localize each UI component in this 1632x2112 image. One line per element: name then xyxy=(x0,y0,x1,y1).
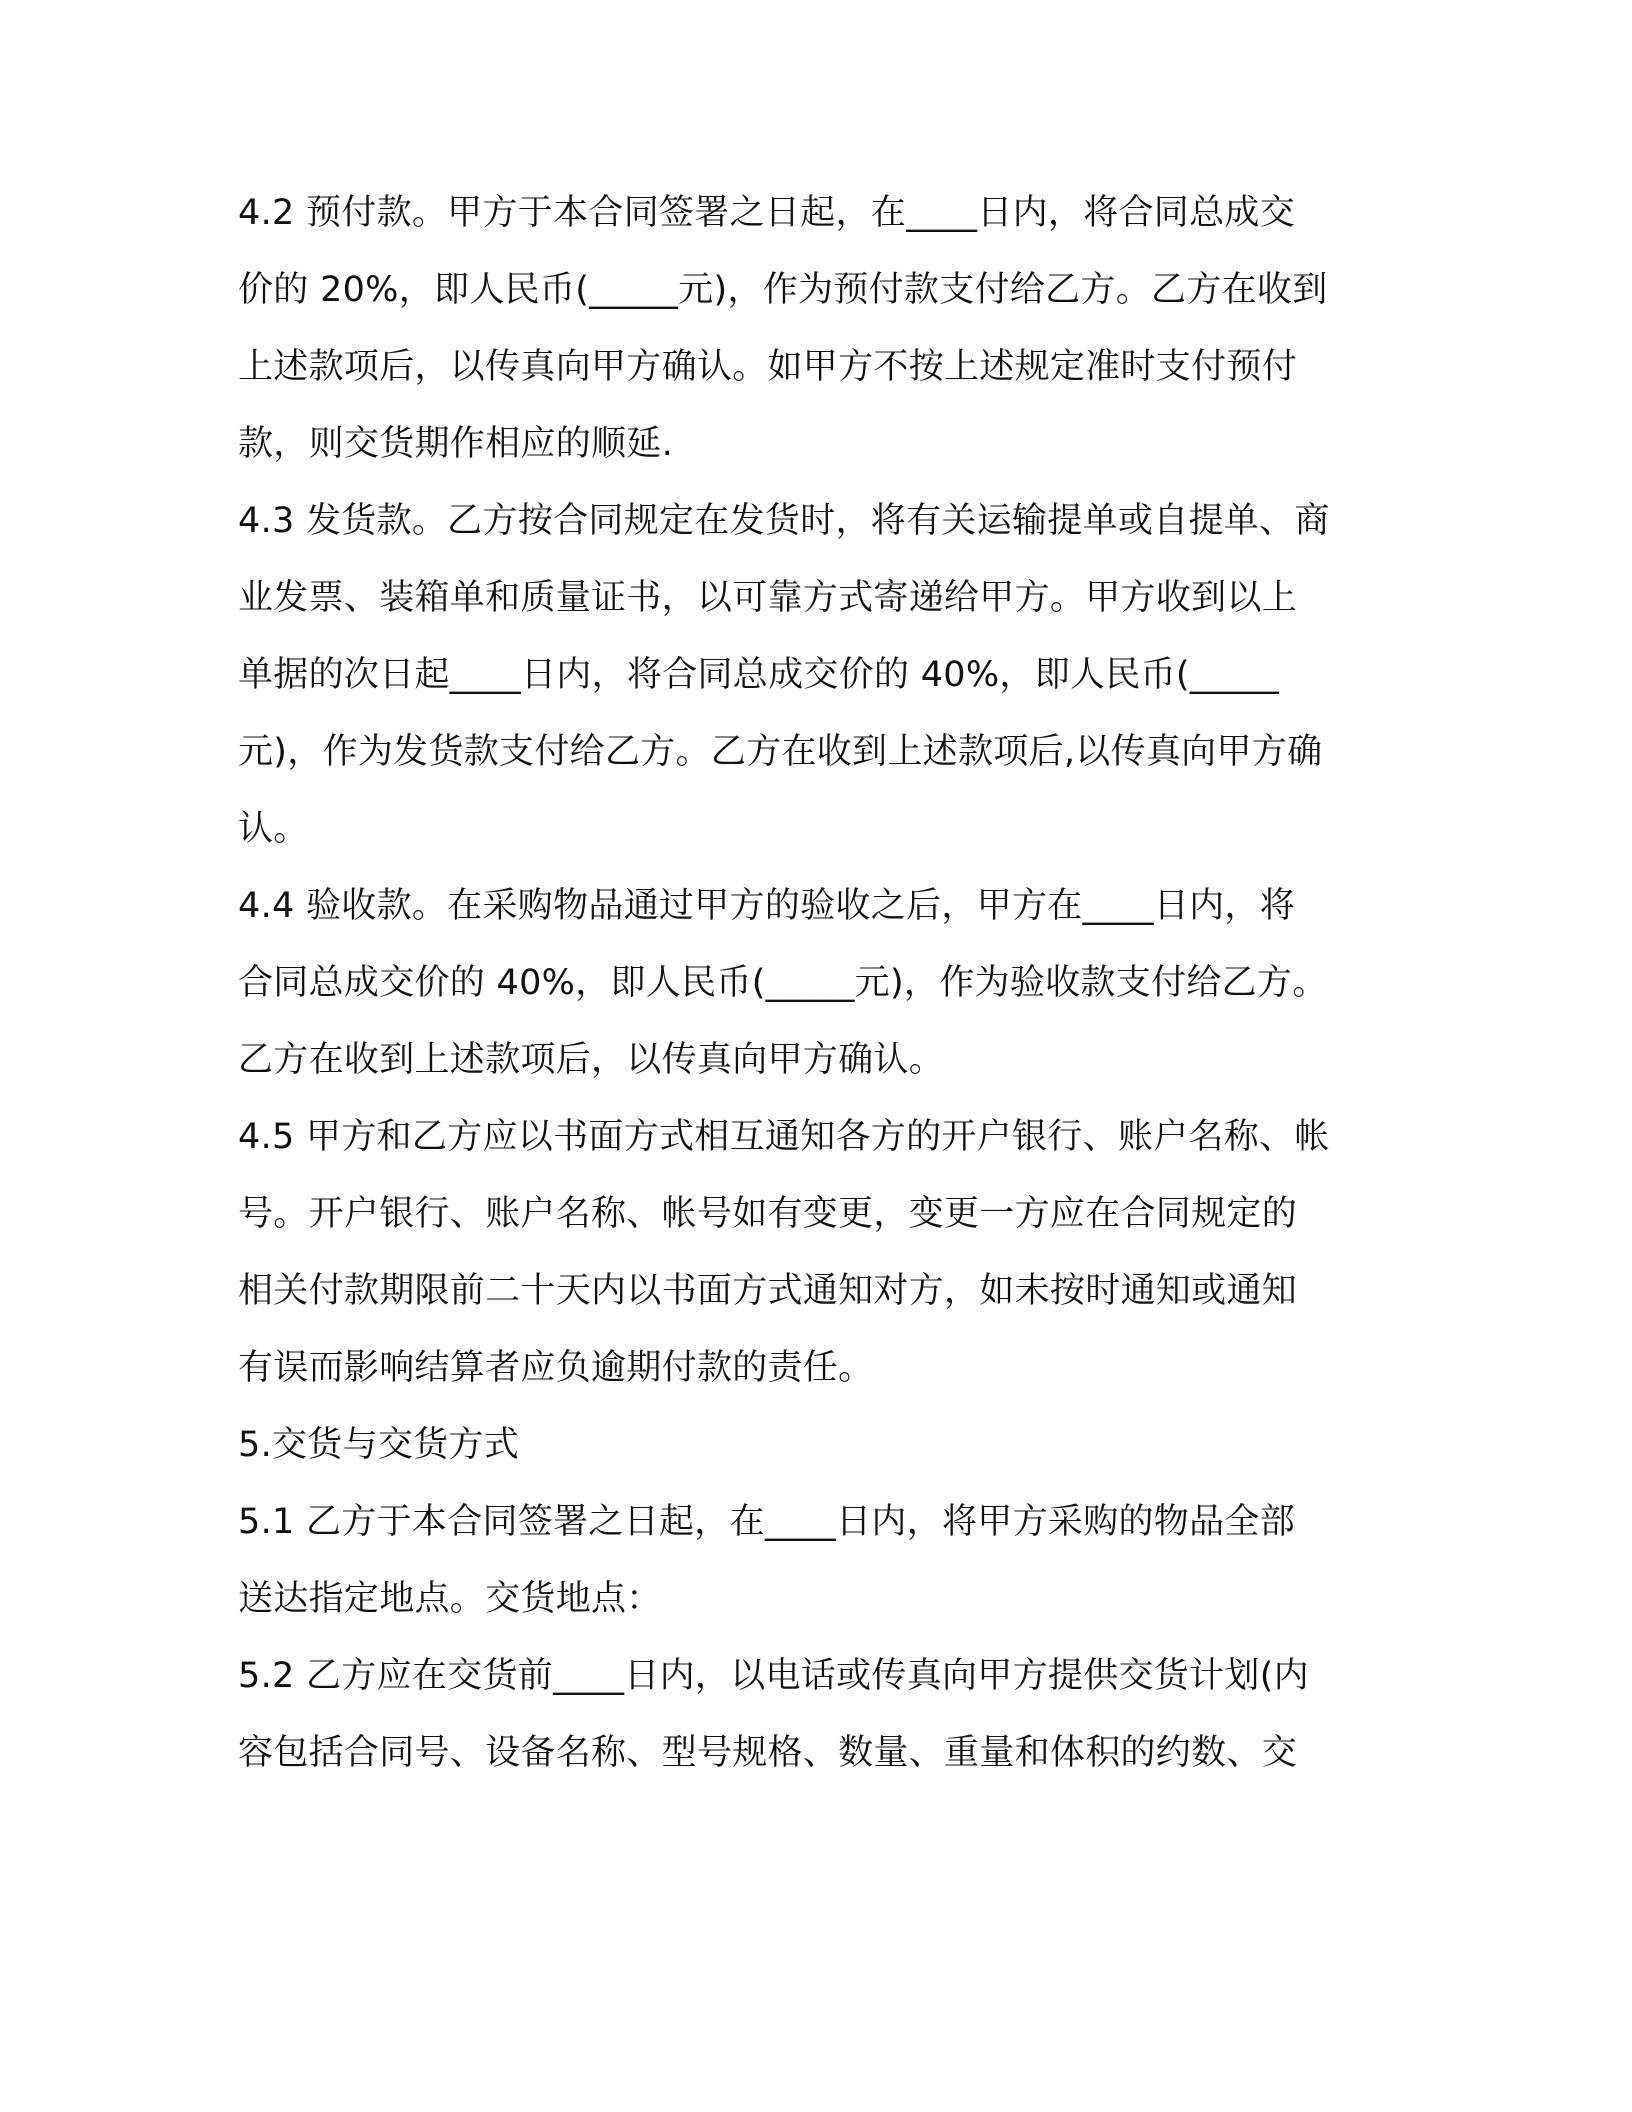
text-line-4-2-b: 价的 20%，即人民币(_____元)，作为预付款支付给乙方。乙方在收到 xyxy=(238,270,1328,310)
text-line-4-4-c: 乙方在收到上述款项后，以传真向甲方确认。 xyxy=(238,1040,945,1080)
text-line-5-2-a: 5.2 乙方应在交货前____日内，以电话或传真向甲方提供交货计划(内 xyxy=(238,1656,1309,1696)
text-line-4-5-c: 相关付款期限前二十天内以书面方式通知对方，如未按时通知或通知 xyxy=(238,1271,1298,1311)
text-line-5-2-b: 容包括合同号、设备名称、型号规格、数量、重量和体积的约数、交 xyxy=(238,1733,1298,1773)
text-line-4-2-c: 上述款项后，以传真向甲方确认。如甲方不按上述规定准时支付预付 xyxy=(238,347,1298,387)
text-line-4-3-c: 单据的次日起____日内，将合同总成交价的 40%，即人民币(_____ xyxy=(238,655,1279,695)
text-line-5-1-b: 送达指定地点。交货地点： xyxy=(238,1579,662,1619)
text-line-4-5-a: 4.5 甲方和乙方应以书面方式相互通知各方的开户银行、账户名称、帐 xyxy=(238,1117,1330,1157)
text-line-4-5-b: 号。开户银行、账户名称、帐号如有变更，变更一方应在合同规定的 xyxy=(238,1194,1298,1234)
text-line-4-4-a: 4.4 验收款。在采购物品通过甲方的验收之后，甲方在____日内，将 xyxy=(238,886,1295,926)
text-line-4-3-e: 认。 xyxy=(238,809,309,849)
text-line-4-3-b: 业发票、装箱单和质量证书，以可靠方式寄递给甲方。甲方收到以上 xyxy=(238,578,1298,618)
text-line-4-2-d: 款，则交货期作相应的顺延. xyxy=(238,424,674,464)
text-line-4-4-b: 合同总成交价的 40%，即人民币(_____元)，作为验收款支付给乙方。 xyxy=(238,963,1328,1003)
section-heading-5: 5.交货与交货方式 xyxy=(238,1425,520,1465)
text-line-4-3-d: 元)，作为发货款支付给乙方。乙方在收到上述款项后,以传真向甲方确 xyxy=(238,732,1323,772)
text-line-4-5-d: 有误而影响结算者应负逾期付款的责任。 xyxy=(238,1348,874,1388)
text-line-4-3-a: 4.3 发货款。乙方按合同规定在发货时，将有关运输提单或自提单、商 xyxy=(238,501,1330,541)
text-line-4-2-a: 4.2 预付款。甲方于本合同签署之日起，在____日内，将合同总成交 xyxy=(238,193,1295,233)
text-line-5-1-a: 5.1 乙方于本合同签署之日起，在____日内，将甲方采购的物品全部 xyxy=(238,1502,1295,1542)
